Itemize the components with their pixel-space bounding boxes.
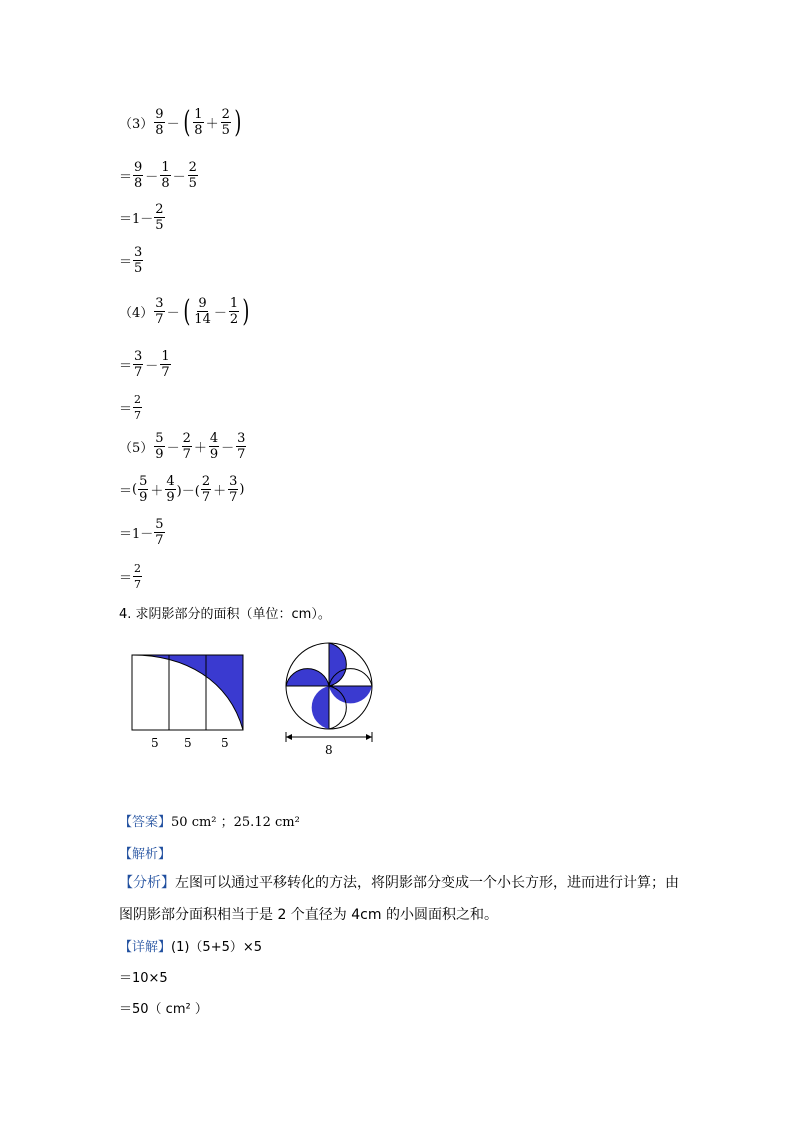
problem-label: （5）: [119, 441, 154, 456]
step: ＝ $\frac{3}{7}$ － $\frac{1}{7}$: [119, 349, 170, 380]
step: ＝ $\frac{3}{5}$: [119, 245, 143, 276]
step: ＝ ( $\frac{5}{9}$ ＋ $\frac{4}{9}$ )－( $\frac{2}{7}$ ＋ $\frac{3}{7}$ ): [119, 474, 245, 505]
fraction: $\frac{9}{8}$: [155, 107, 164, 138]
problem-4-expression: （4） $\frac{3}{7}$ － ( $\frac{9}{14}$ － $\frac{1}{2}$ ): [119, 293, 250, 329]
problem-label: （3）: [119, 117, 154, 132]
analysis-heading: 【解析】: [119, 847, 172, 862]
dim-label: 5: [221, 736, 229, 750]
question-4: 4. 求阴影部分的面积（单位：cm）。: [119, 607, 331, 622]
right-figure: [286, 643, 372, 757]
step: ＝ $\frac{2}{7}$: [119, 562, 142, 591]
dim-label: 5: [151, 736, 159, 750]
step: ＝ $\frac{2}{7}$: [119, 393, 142, 422]
detail-line-1: 【详解】(1)（5+5）×5: [119, 940, 263, 955]
figures: [125, 635, 385, 760]
detail-line-3: ＝50（ cm² ）: [119, 1002, 208, 1017]
fenxi-line-2: 图阴影部分面积相当于是 2 个直径为 4cm 的小圆面积之和。: [119, 907, 498, 923]
diameter-label: 8: [325, 743, 333, 757]
step: ＝ $\frac{9}{8}$ － $\frac{1}{8}$ － $\frac{2}{5}$: [119, 160, 197, 191]
problem-5-expression: （5） $\frac{5}{9}$ － $\frac{2}{7}$ ＋ $\frac{4}{9}$ － $\frac{3}{7}$: [119, 431, 246, 462]
fenxi-line-1: 【分析】左图可以通过平移转化的方法，将阴影部分变成一个小长方形，进而进行计算；由: [119, 875, 679, 891]
left-figure: [132, 655, 243, 750]
step: ＝1－ $\frac{2}{5}$: [119, 202, 164, 233]
fraction: $\frac{1}{8}$: [194, 107, 203, 138]
fraction: $\frac{2}{5}$: [221, 107, 230, 138]
problem-3-expression: （3） $\frac{9}{8}$ － ( $\frac{1}{8}$ ＋ $\frac{2}{5}$ ): [119, 104, 242, 140]
detail-line-2: ＝10×5: [119, 971, 168, 986]
step: ＝1－ $\frac{5}{7}$: [119, 517, 164, 548]
problem-label: （4）: [119, 306, 154, 321]
answer-line: 【答案】50 cm² ；25.12 cm²: [119, 815, 300, 830]
dim-label: 5: [184, 736, 192, 750]
